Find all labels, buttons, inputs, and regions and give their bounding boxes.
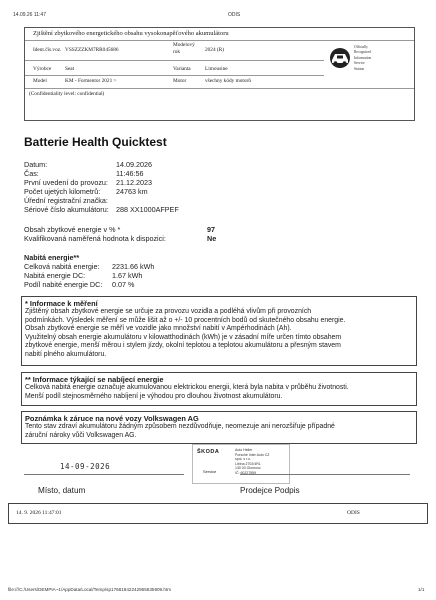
divider: [25, 75, 324, 76]
info-value: 14.09.2026: [116, 160, 152, 169]
confidentiality-note: (Confidentiality level: confidential): [29, 91, 105, 97]
stamp-line: IČ: 60227559: [235, 470, 257, 475]
model-year-value: 2024 (R): [205, 47, 224, 53]
model-value: KM - Formentor 2021 >: [65, 78, 117, 84]
measurement-info-heading: * Informace k měření: [25, 299, 98, 308]
logo-line: Service: [354, 61, 365, 66]
print-app-name: ODIS: [228, 12, 241, 18]
charge-value: 2231.66 kWh: [112, 262, 155, 271]
motor-label: Motor: [173, 78, 187, 84]
info-value: 11:46:56: [116, 169, 144, 178]
energy-content-value: 97: [207, 225, 215, 234]
stamp-line: Auto Heller: [235, 448, 253, 452]
warranty-note-heading: Poznámka k záruce na nové vozy Volkswagen AG: [25, 414, 199, 423]
info-label: Počet ujetých kilometrů:: [24, 187, 101, 196]
maker-label: Výrobce: [33, 66, 52, 72]
divider: [25, 88, 414, 89]
dealer-stamp: [192, 444, 290, 484]
measurement-info-line: Obsah zbytkové energie se měří ve vozidle jako množství nabití v Ampérhodinách (Ah).: [25, 325, 292, 333]
file-path: file:///C:/Users/DEMPIA~1/AppData/Local/Temp/sp17681942242955635909.htm: [8, 587, 172, 592]
stamp-line: Porsche Inter Auto CZ: [235, 452, 270, 457]
stamp-line: 130 00 Olomouc: [235, 466, 261, 471]
charged-energy-heading: Nabitá energie**: [24, 253, 80, 262]
charging-energy-info-line: Menší podíl stejnosměrného nabíjení je výhodou pro dlouhou životnost akumulátoru.: [25, 392, 283, 400]
measurement-info-line: nabití plného akumulátoru.: [25, 350, 107, 358]
charge-value: 1.67 kWh: [112, 271, 143, 280]
info-label: Úřední registrační značka:: [24, 196, 108, 205]
measurement-info-box: [21, 296, 417, 366]
handwritten-date: 14-09-2026: [60, 462, 111, 471]
info-label: Datum:: [24, 160, 48, 169]
ident-value: VSSZZZKM7RR045686: [65, 47, 119, 53]
motor-value: všechny kódy motorů: [205, 78, 251, 84]
print-datetime: 14.09.26 11:47: [13, 12, 46, 18]
info-value: 288 XX1000AFPEF: [116, 205, 179, 214]
qualified-value-label: Kvalifikovaná naměřená hodnota k dispozici:: [24, 234, 166, 243]
logo-line: Recognized: [354, 50, 371, 55]
charge-label: Podíl nabité energie DC:: [24, 280, 103, 289]
ident-label: Ident.čís.voz.: [33, 47, 62, 53]
measurement-info-line: Zjištěný obsah zbytkové energie se určuje za provozu vozidla a podléhá vlivům při provozních: [25, 308, 312, 315]
charge-label: Celková nabitá energie:: [24, 262, 100, 271]
page-title: Batterie Health Quicktest: [24, 135, 167, 149]
warranty-note-box: [21, 411, 417, 444]
measurement-info-line: zbytkové energie, menší měrou i stylem jízdy, okolní teplotou a teplotou akumulátoru a přesným stavem: [25, 342, 341, 350]
info-value: 21.12.2023: [116, 178, 152, 187]
stamp-brand: ŠKODA: [197, 449, 220, 455]
document-heading: Zjištění zbytkového energetického obsahu vysokonapěťového akumulátoru: [33, 30, 229, 37]
model-label: Model: [33, 78, 47, 84]
service-station-logo: [328, 41, 403, 87]
logo-line: Station: [354, 66, 365, 71]
warranty-note-line: záruční nároky vůči Volkswagen AG.: [25, 431, 137, 439]
divider: [25, 60, 324, 61]
info-value: 24763 km: [116, 187, 148, 196]
stamp-service: Service: [203, 469, 217, 474]
info-label: Sériové číslo akumulátoru:: [24, 205, 109, 214]
variant-value: Limousine: [205, 66, 228, 72]
place-date-label: Místo, datum: [38, 486, 86, 495]
seller-signature-line: [240, 474, 410, 475]
info-label: Čas:: [24, 169, 39, 178]
logo-line: Officially: [354, 45, 368, 49]
info-label: První uvedení do provozu:: [24, 178, 108, 187]
date-signature-line: [24, 474, 184, 475]
stamp-line: Líbina 2702/4RL: [235, 461, 261, 466]
page-number: 1/1: [418, 587, 425, 592]
qualified-value: Ne: [207, 234, 217, 243]
measurement-info-line: podmínkách. Výsledek měření se může lišit až o +/- 10 procentních bodů od skutečného obsahu energie.: [25, 316, 346, 324]
footer-datetime: 14. 9. 2026 11:47:01: [16, 510, 62, 516]
seller-signature-label: Prodejce Podpis: [240, 486, 300, 495]
maker-value: Seat: [65, 66, 75, 72]
stamp-line: spol. s r.o.: [235, 457, 251, 462]
footer-app-name: ODIS: [347, 510, 360, 516]
warranty-note-line: Tento stav zdraví akumulátoru žádným způsobem nezdůvodňuje, neomezuje ani nerozšiřuje případné: [25, 423, 335, 430]
charging-energy-info-box: [21, 372, 417, 406]
logo-line: Information: [354, 55, 372, 60]
measurement-info-line: Využitelný obsah energie akumulátoru v kilowatthodinách (kWh) je v zásadní míře určen tímto obsahem: [25, 333, 342, 341]
variant-label: Varianta: [173, 66, 191, 72]
charging-energy-info-line: Celková nabitá energie označuje akumulovanou elektrickou energii, která byla nabita v průběhu životnosti.: [25, 384, 349, 391]
model-year-label: Modelový rok: [173, 42, 195, 55]
vehicle-header-box: [24, 27, 415, 121]
charging-energy-info-heading: ** Informace týkající se nabíjecí energie: [25, 375, 164, 384]
footer-box: [8, 503, 428, 524]
charge-value: 0.07 %: [112, 280, 135, 289]
charge-label: Nabitá energie DC:: [24, 271, 86, 280]
energy-content-label: Obsah zbytkové energie v % *: [24, 225, 121, 234]
